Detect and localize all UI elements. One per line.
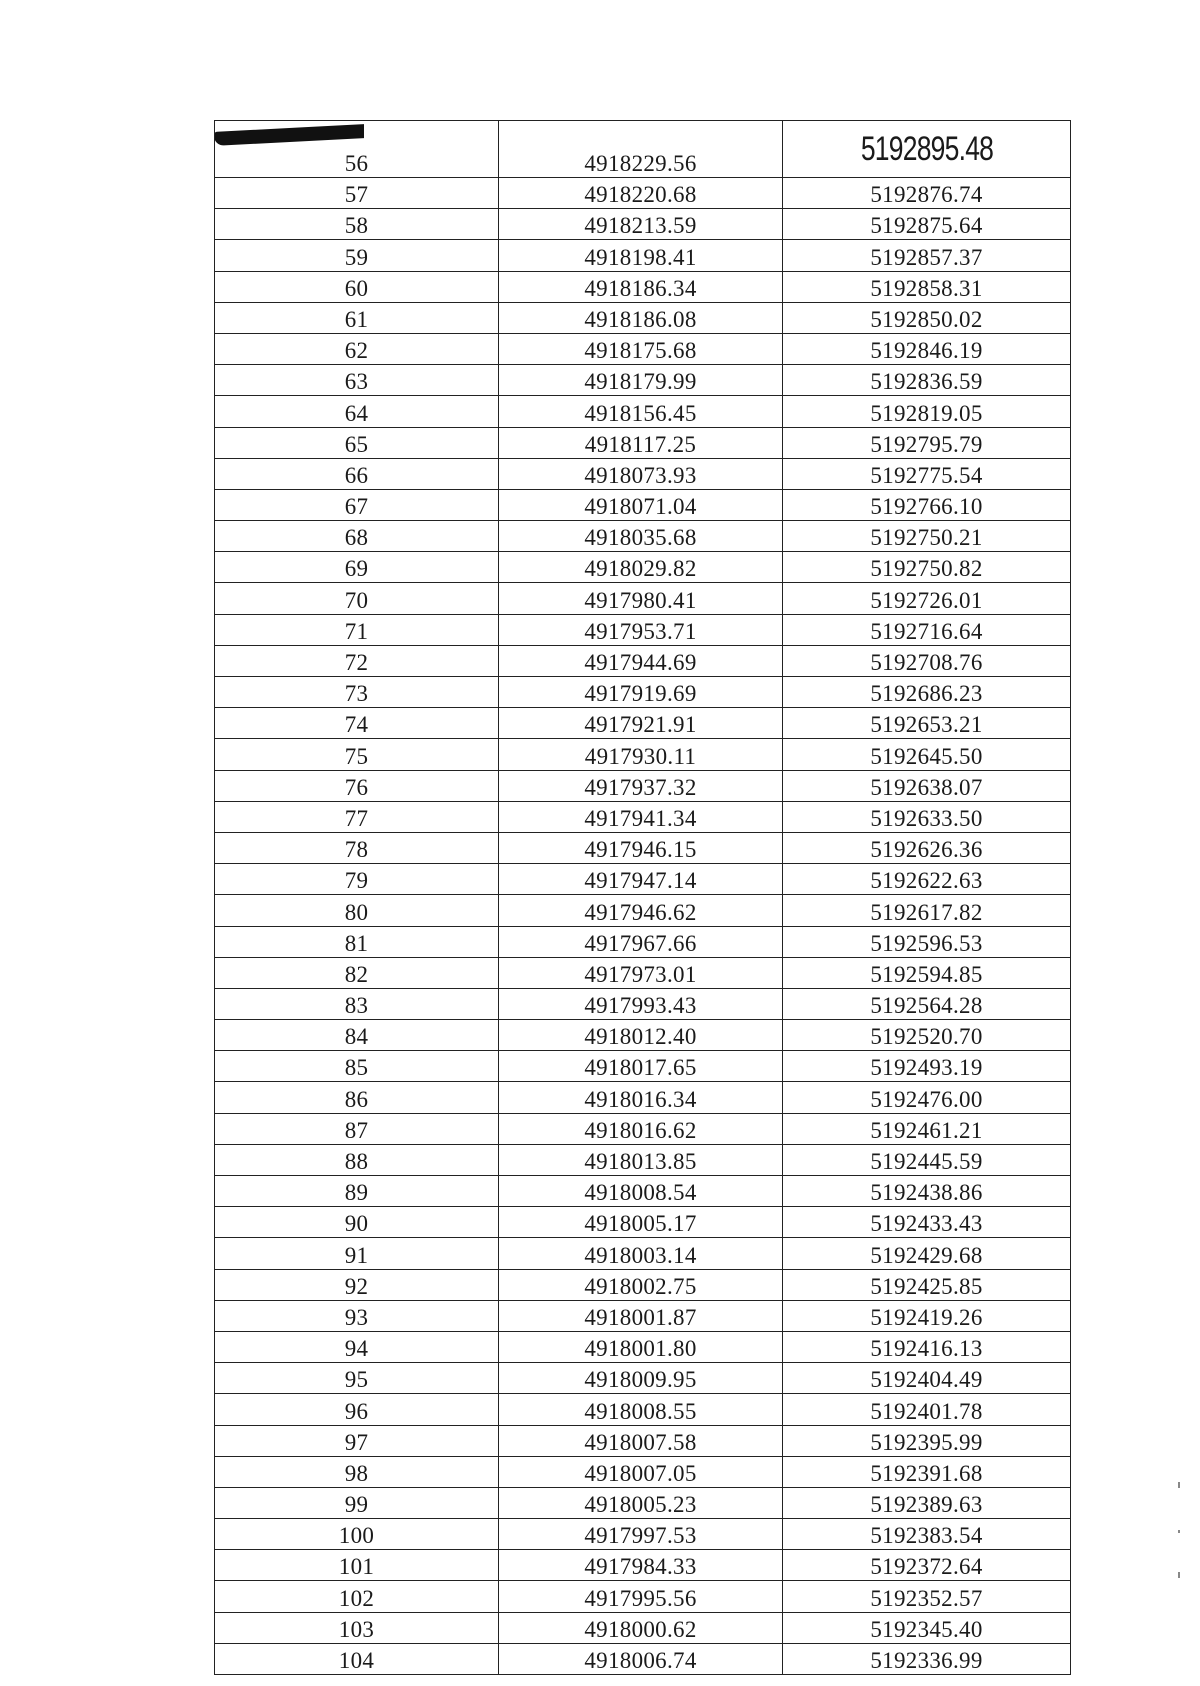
point-number-cell: 89 [215, 1176, 499, 1207]
y-coordinate-cell: 5192622.63 [783, 864, 1071, 895]
point-number-cell: 63 [215, 365, 499, 396]
x-coordinate-cell: 4917947.14 [499, 864, 783, 895]
table-row [215, 302, 1071, 333]
x-coordinate-cell: 4917973.01 [499, 957, 783, 988]
x-coordinate-cell: 4918007.05 [499, 1456, 783, 1487]
x-coordinate-cell: 4918016.62 [499, 1113, 783, 1144]
x-coordinate-cell: 4918000.62 [499, 1612, 783, 1643]
x-coordinate-cell: 4918003.14 [499, 1238, 783, 1269]
y-coordinate-cell: 5192564.28 [783, 988, 1071, 1019]
table-row [215, 271, 1071, 302]
y-coordinate-cell: 5192429.68 [783, 1238, 1071, 1269]
y-coordinate-cell: 5192633.50 [783, 801, 1071, 832]
x-coordinate-cell: 4918117.25 [499, 427, 783, 458]
x-coordinate-cell: 4918175.68 [499, 333, 783, 364]
y-coordinate-cell: 5192775.54 [783, 458, 1071, 489]
table-row [215, 1612, 1071, 1643]
table-row [215, 1331, 1071, 1362]
table-row [215, 739, 1071, 770]
table-row [215, 895, 1071, 926]
point-number-cell: 90 [215, 1207, 499, 1238]
point-number-cell: 75 [215, 739, 499, 770]
table-row [215, 1394, 1071, 1425]
x-coordinate-cell: 4917937.32 [499, 770, 783, 801]
point-number-cell: 93 [215, 1300, 499, 1331]
table-row [215, 552, 1071, 583]
y-coordinate-cell: 5192395.99 [783, 1425, 1071, 1456]
y-coordinate-cell: 5192708.76 [783, 645, 1071, 676]
table-row [215, 1519, 1071, 1550]
table-row [215, 708, 1071, 739]
point-number-cell: 87 [215, 1113, 499, 1144]
y-coordinate-cell: 5192653.21 [783, 708, 1071, 739]
point-number-cell: 92 [215, 1269, 499, 1300]
table-row [215, 396, 1071, 427]
y-coordinate-cell: 5192520.70 [783, 1020, 1071, 1051]
y-coordinate-cell: 5192875.64 [783, 209, 1071, 240]
table-row [215, 178, 1071, 209]
x-coordinate-cell: 4918035.68 [499, 521, 783, 552]
point-number-cell: 77 [215, 801, 499, 832]
point-number-cell: 101 [215, 1550, 499, 1581]
y-coordinate-cell: 5192686.23 [783, 677, 1071, 708]
x-coordinate-cell: 4917941.34 [499, 801, 783, 832]
x-coordinate-cell: 4918229.56 [499, 121, 783, 178]
table-row [215, 1550, 1071, 1581]
y-coordinate-cell: 5192596.53 [783, 926, 1071, 957]
table-row [215, 333, 1071, 364]
point-number-cell: 64 [215, 396, 499, 427]
point-number-cell: 97 [215, 1425, 499, 1456]
x-coordinate-cell: 4917921.91 [499, 708, 783, 739]
x-coordinate-cell: 4918071.04 [499, 489, 783, 520]
x-coordinate-cell: 4917930.11 [499, 739, 783, 770]
y-coordinate-cell: 5192493.19 [783, 1051, 1071, 1082]
table-row [215, 770, 1071, 801]
point-number-cell: 66 [215, 458, 499, 489]
table-row [215, 240, 1071, 271]
y-coordinate-cell: 5192858.31 [783, 271, 1071, 302]
table-row [215, 521, 1071, 552]
x-coordinate-cell: 4918009.95 [499, 1363, 783, 1394]
point-number-cell: 98 [215, 1456, 499, 1487]
x-coordinate-cell: 4918156.45 [499, 396, 783, 427]
table-row [215, 645, 1071, 676]
y-coordinate-cell: 5192476.00 [783, 1082, 1071, 1113]
y-coordinate-cell: 5192617.82 [783, 895, 1071, 926]
y-coordinate-cell: 5192726.01 [783, 583, 1071, 614]
y-coordinate-cell: 5192836.59 [783, 365, 1071, 396]
table-row [215, 1051, 1071, 1082]
y-coordinate-cell: 5192389.63 [783, 1487, 1071, 1518]
x-coordinate-cell: 4918006.74 [499, 1643, 783, 1674]
point-number-cell: 103 [215, 1612, 499, 1643]
table-row [215, 677, 1071, 708]
point-number-cell: 78 [215, 832, 499, 863]
point-number-cell: 91 [215, 1238, 499, 1269]
y-coordinate-cell: 5192345.40 [783, 1612, 1071, 1643]
y-coordinate-cell: 5192638.07 [783, 770, 1071, 801]
point-number-cell: 79 [215, 864, 499, 895]
table-row [215, 926, 1071, 957]
point-number-cell: 59 [215, 240, 499, 271]
x-coordinate-cell: 4917995.56 [499, 1581, 783, 1612]
point-number-cell: 60 [215, 271, 499, 302]
x-coordinate-cell: 4918220.68 [499, 178, 783, 209]
x-coordinate-cell: 4917993.43 [499, 988, 783, 1019]
table-row [215, 801, 1071, 832]
y-coordinate-cell: 5192438.86 [783, 1176, 1071, 1207]
point-number-cell: 62 [215, 333, 499, 364]
point-number-cell: 58 [215, 209, 499, 240]
table-row [215, 614, 1071, 645]
x-coordinate-cell: 4917953.71 [499, 614, 783, 645]
y-coordinate-cell: 5192416.13 [783, 1331, 1071, 1362]
table-row [215, 1487, 1071, 1518]
point-number-cell: 86 [215, 1082, 499, 1113]
y-coordinate-cell: 5192419.26 [783, 1300, 1071, 1331]
point-number-cell: 57 [215, 178, 499, 209]
point-number-cell: 88 [215, 1144, 499, 1175]
table-row [215, 1581, 1071, 1612]
y-coordinate-cell: 5192445.59 [783, 1144, 1071, 1175]
y-coordinate-cell: 5192404.49 [783, 1363, 1071, 1394]
y-coordinate-cell: 5192766.10 [783, 489, 1071, 520]
x-coordinate-cell: 4918001.80 [499, 1331, 783, 1362]
point-number-cell: 76 [215, 770, 499, 801]
y-coordinate-cell: 5192626.36 [783, 832, 1071, 863]
x-coordinate-cell: 4918005.23 [499, 1487, 783, 1518]
x-coordinate-cell: 4918186.08 [499, 302, 783, 333]
x-coordinate-cell: 4918008.54 [499, 1176, 783, 1207]
y-coordinate-cell: 5192750.21 [783, 521, 1071, 552]
table-row [215, 864, 1071, 895]
x-coordinate-cell: 4918012.40 [499, 1020, 783, 1051]
y-coordinate-cell: 5192846.19 [783, 333, 1071, 364]
y-coordinate-cell: 5192425.85 [783, 1269, 1071, 1300]
point-number-cell: 73 [215, 677, 499, 708]
x-coordinate-cell: 4917946.15 [499, 832, 783, 863]
point-number-cell: 99 [215, 1487, 499, 1518]
table-row [215, 1300, 1071, 1331]
table-row [215, 1643, 1071, 1674]
y-coordinate-cell: 5192461.21 [783, 1113, 1071, 1144]
table-row [215, 365, 1071, 396]
y-coordinate-cell: 5192716.64 [783, 614, 1071, 645]
point-number-cell: 67 [215, 489, 499, 520]
y-coordinate-cell: 5192795.79 [783, 427, 1071, 458]
y-coordinate-cell: 5192876.74 [783, 178, 1071, 209]
point-number-cell: 84 [215, 1020, 499, 1051]
table-row [215, 832, 1071, 863]
point-number-cell: 82 [215, 957, 499, 988]
x-coordinate-cell: 4917997.53 [499, 1519, 783, 1550]
point-number-cell: 74 [215, 708, 499, 739]
table-row [215, 489, 1071, 520]
x-coordinate-cell: 4918017.65 [499, 1051, 783, 1082]
x-coordinate-cell: 4918016.34 [499, 1082, 783, 1113]
point-number-cell: 85 [215, 1051, 499, 1082]
y-coordinate-cell: 5192594.85 [783, 957, 1071, 988]
point-number-cell: 102 [215, 1581, 499, 1612]
table-row [215, 1207, 1071, 1238]
table-row [215, 1238, 1071, 1269]
table-row [215, 1425, 1071, 1456]
point-number-cell: 94 [215, 1331, 499, 1362]
table-row [215, 1113, 1071, 1144]
y-coordinate-cell: 5192401.78 [783, 1394, 1071, 1425]
x-coordinate-cell: 4918186.34 [499, 271, 783, 302]
point-number-cell: 80 [215, 895, 499, 926]
y-coordinate-cell: 5192372.64 [783, 1550, 1071, 1581]
x-coordinate-cell: 4918029.82 [499, 552, 783, 583]
table-row [215, 209, 1071, 240]
table-row [215, 121, 1071, 178]
x-coordinate-cell: 4918013.85 [499, 1144, 783, 1175]
x-coordinate-cell: 4918198.41 [499, 240, 783, 271]
table-row [215, 458, 1071, 489]
x-coordinate-cell: 4918073.93 [499, 458, 783, 489]
table-row [215, 1176, 1071, 1207]
point-number-cell: 72 [215, 645, 499, 676]
y-coordinate-cell: 5192645.50 [783, 739, 1071, 770]
point-number-cell: 100 [215, 1519, 499, 1550]
x-coordinate-cell: 4917967.66 [499, 926, 783, 957]
table-row [215, 957, 1071, 988]
point-number-cell: 96 [215, 1394, 499, 1425]
point-number-cell: 81 [215, 926, 499, 957]
x-coordinate-cell: 4917944.69 [499, 645, 783, 676]
y-coordinate-cell: 5192433.43 [783, 1207, 1071, 1238]
x-coordinate-cell: 4918179.99 [499, 365, 783, 396]
y-coordinate-cell: 5192352.57 [783, 1581, 1071, 1612]
y-coordinate-cell: 5192857.37 [783, 240, 1071, 271]
table-row [215, 1363, 1071, 1394]
margin-mark [1178, 1572, 1180, 1578]
x-coordinate-cell: 4918005.17 [499, 1207, 783, 1238]
x-coordinate-cell: 4918001.87 [499, 1300, 783, 1331]
table-row [215, 1456, 1071, 1487]
point-number-cell: 104 [215, 1643, 499, 1674]
point-number-cell: 68 [215, 521, 499, 552]
x-coordinate-cell: 4918002.75 [499, 1269, 783, 1300]
table-row [215, 988, 1071, 1019]
margin-mark [1178, 1482, 1180, 1488]
y-coordinate-cell: 5192850.02 [783, 302, 1071, 333]
table-row [215, 583, 1071, 614]
y-coordinate-cell: 5192336.99 [783, 1643, 1071, 1674]
x-coordinate-cell: 4918008.55 [499, 1394, 783, 1425]
point-number-cell: 56 [215, 121, 499, 178]
coordinates-table-body [215, 121, 1071, 1675]
point-number-cell: 70 [215, 583, 499, 614]
coordinates-table [214, 120, 1071, 1675]
x-coordinate-cell: 4917980.41 [499, 583, 783, 614]
table-row [215, 427, 1071, 458]
x-coordinate-cell: 4917984.33 [499, 1550, 783, 1581]
point-number-cell: 69 [215, 552, 499, 583]
table-row [215, 1020, 1071, 1051]
point-number-cell: 65 [215, 427, 499, 458]
x-coordinate-cell: 4918213.59 [499, 209, 783, 240]
point-number-cell: 83 [215, 988, 499, 1019]
x-coordinate-cell: 4917946.62 [499, 895, 783, 926]
point-number-cell: 95 [215, 1363, 499, 1394]
y-coordinate-cell: 5192750.82 [783, 552, 1071, 583]
table-row [215, 1269, 1071, 1300]
x-coordinate-cell: 4918007.58 [499, 1425, 783, 1456]
y-coordinate-cell: 5192391.68 [783, 1456, 1071, 1487]
y-coordinate-cell: 5192819.05 [783, 396, 1071, 427]
table-row [215, 1082, 1071, 1113]
point-number-cell: 61 [215, 302, 499, 333]
y-coordinate-cell: 5192895.48 [814, 121, 1039, 178]
x-coordinate-cell: 4917919.69 [499, 677, 783, 708]
margin-mark [1178, 1530, 1180, 1533]
y-coordinate-cell: 5192383.54 [783, 1519, 1071, 1550]
table-row [215, 1144, 1071, 1175]
point-number-cell: 71 [215, 614, 499, 645]
